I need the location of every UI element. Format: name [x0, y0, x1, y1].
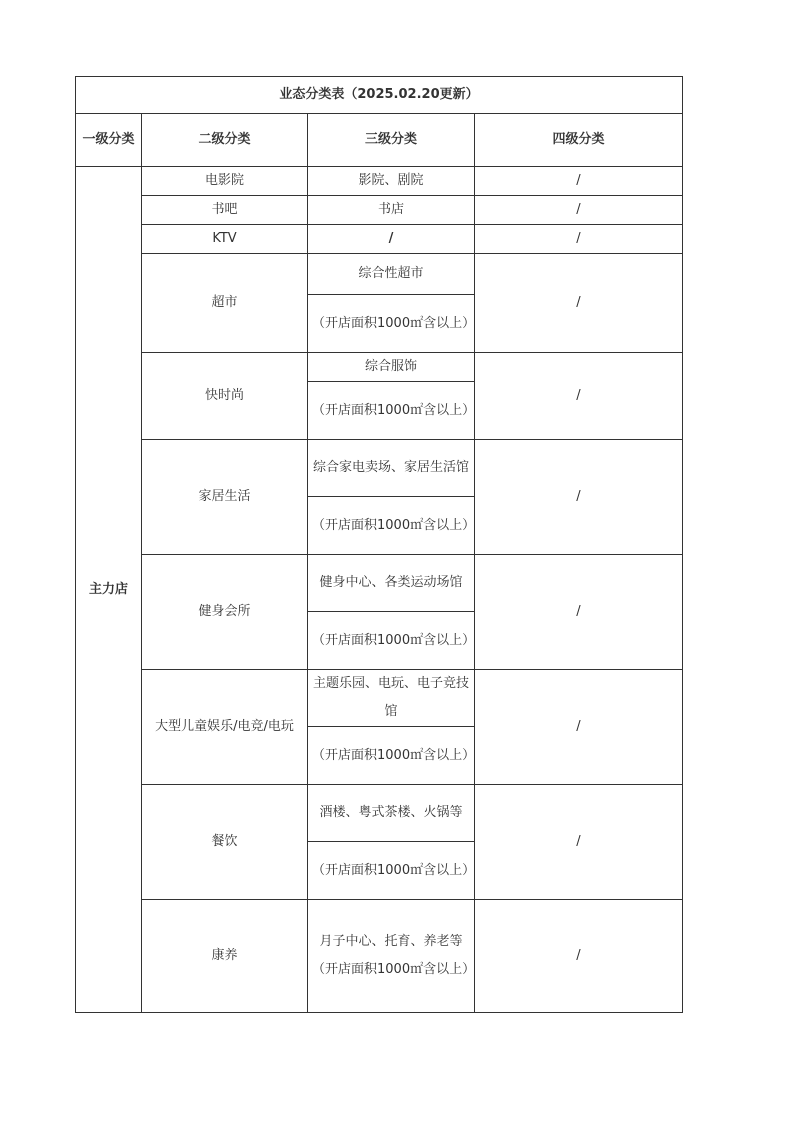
level3-cell: 书店 [308, 196, 475, 225]
level4-cell: / [475, 785, 683, 900]
table-row [76, 353, 683, 382]
header-level2: 二级分类 [142, 114, 308, 167]
level4-cell: / [475, 440, 683, 555]
level2-cell: 健身会所 [142, 555, 308, 670]
header-level1: 一级分类 [76, 114, 142, 167]
level2-cell: 快时尚 [142, 353, 308, 440]
business-category-table [75, 76, 683, 1013]
level4-cell: / [475, 353, 683, 440]
level3-cell: 月子中心、托育、养老等 [319, 934, 463, 949]
level4-cell: / [475, 670, 683, 785]
level2-cell: 书吧 [142, 196, 308, 225]
level1-cell: 主力店 [76, 167, 142, 1013]
level3-cell: 综合服饰 [308, 353, 475, 382]
table-row [76, 555, 683, 612]
level2-cell: 电影院 [142, 167, 308, 196]
table-row [76, 196, 683, 225]
area-note: （开店面积1000㎡含以上） [312, 632, 476, 648]
area-note: （开店面积1000㎡含以上） [312, 862, 476, 878]
level4-cell: / [475, 196, 683, 225]
header-level3: 三级分类 [308, 114, 475, 167]
table-row [76, 670, 683, 727]
table-row [76, 440, 683, 497]
table-row [76, 900, 683, 1013]
level3-cell: 影院、剧院 [308, 167, 475, 196]
level2-cell: 餐饮 [142, 785, 308, 900]
area-note: （开店面积1000㎡含以上） [312, 747, 476, 763]
level2-cell: 家居生活 [142, 440, 308, 555]
table-title: 业态分类表（2025.02.20更新） [76, 77, 683, 114]
level2-cell: 超市 [142, 254, 308, 353]
table-row [76, 254, 683, 295]
table-row [76, 167, 683, 196]
table-row [76, 225, 683, 254]
area-note: （开店面积1000㎡含以上） [312, 517, 476, 533]
level2-cell: 大型儿童娱乐/电竞/电玩 [155, 719, 294, 734]
area-note: （开店面积1000㎡含以上） [312, 315, 476, 331]
level4-cell: / [475, 254, 683, 353]
level3-cell: 综合家电卖场、家居生活馆 [312, 460, 469, 475]
level4-cell: / [475, 900, 683, 1013]
level4-cell: / [475, 167, 683, 196]
level3-cell: 综合性超市 [308, 254, 475, 295]
area-note: （开店面积1000㎡含以上） [312, 402, 476, 418]
area-note: （开店面积1000㎡含以上） [312, 962, 476, 977]
table-row [76, 785, 683, 842]
header-level4: 四级分类 [475, 114, 683, 167]
level4-cell: / [475, 225, 683, 254]
level3-cell: 健身中心、各类运动场馆 [319, 575, 463, 590]
level3-cell: 酒楼、粤式茶楼、火锅等 [319, 805, 463, 820]
level2-cell: KTV [142, 225, 308, 254]
level4-cell: / [475, 555, 683, 670]
level3-cell: 主题乐园、电玩、电子竞技馆 [312, 676, 469, 719]
level2-cell: 康养 [142, 900, 308, 1013]
level3-cell: / [308, 225, 475, 254]
